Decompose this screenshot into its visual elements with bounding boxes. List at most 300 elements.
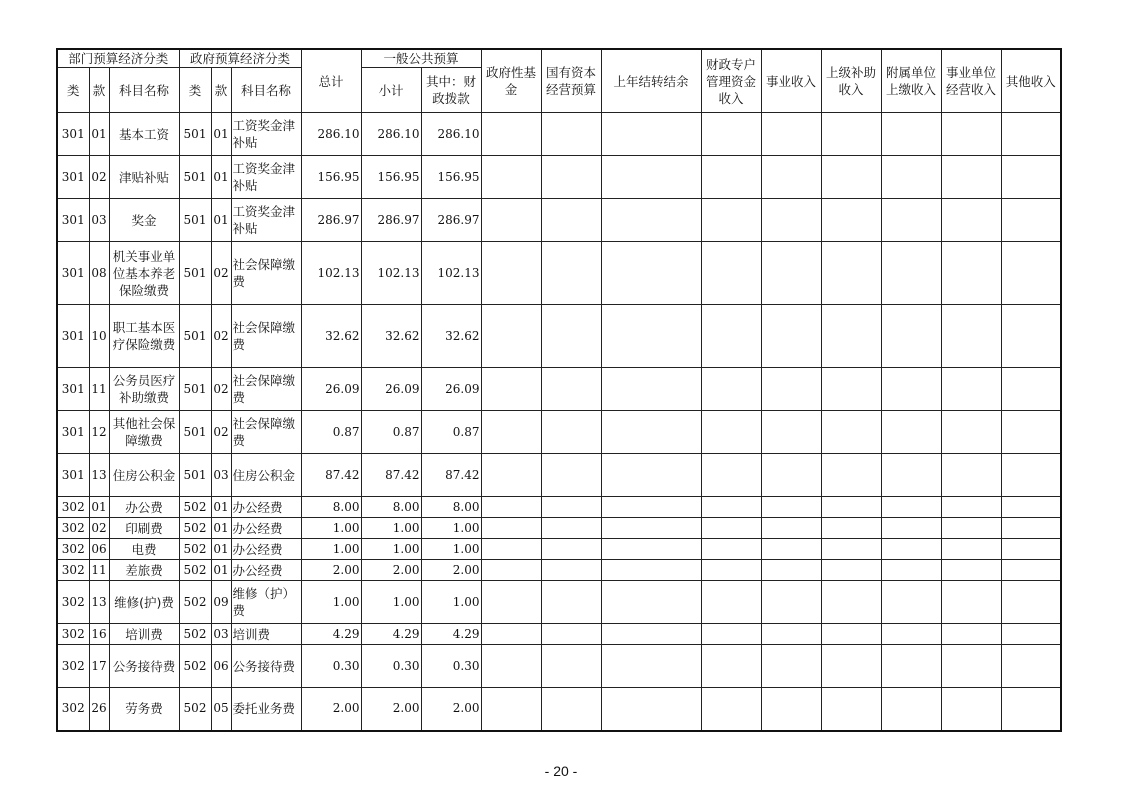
empty-cell — [1001, 539, 1061, 560]
gov-item-name: 工资奖金津补贴 — [231, 156, 301, 199]
empty-cell — [1001, 305, 1061, 368]
fiscal-cell: 2.00 — [421, 688, 481, 731]
empty-cell — [1001, 454, 1061, 497]
empty-cell — [1001, 624, 1061, 645]
header-of-which-fiscal: 其中：财政拨款 — [421, 68, 481, 113]
empty-cell — [701, 539, 761, 560]
header-subtotal: 小计 — [361, 68, 421, 113]
dept-kuan: 08 — [89, 242, 109, 305]
empty-cell — [701, 581, 761, 624]
empty-cell — [941, 645, 1001, 688]
dept-lei: 302 — [57, 581, 89, 624]
header-business-operation: 事业单位经营收入 — [941, 49, 1001, 113]
empty-cell — [541, 156, 601, 199]
empty-cell — [941, 560, 1001, 581]
empty-cell — [941, 368, 1001, 411]
empty-cell — [481, 560, 541, 581]
gov-kuan: 01 — [211, 113, 231, 156]
empty-cell — [481, 497, 541, 518]
table-row — [57, 560, 1061, 581]
empty-cell — [601, 624, 701, 645]
empty-cell — [761, 454, 821, 497]
empty-cell — [541, 560, 601, 581]
gov-item-name: 维修（护）费 — [231, 581, 301, 624]
empty-cell — [1001, 518, 1061, 539]
empty-cell — [821, 518, 881, 539]
dept-lei: 301 — [57, 411, 89, 454]
empty-cell — [601, 497, 701, 518]
empty-cell — [881, 156, 941, 199]
empty-cell — [1001, 560, 1061, 581]
empty-cell — [541, 497, 601, 518]
subtotal-cell: 1.00 — [361, 581, 421, 624]
gov-kuan: 05 — [211, 688, 231, 731]
dept-item-name: 办公费 — [109, 497, 179, 518]
empty-cell — [1001, 199, 1061, 242]
empty-cell — [761, 645, 821, 688]
gov-item-name: 社会保障缴费 — [231, 242, 301, 305]
gov-lei: 501 — [179, 411, 211, 454]
subtotal-cell: 0.87 — [361, 411, 421, 454]
empty-cell — [761, 688, 821, 731]
dept-kuan: 01 — [89, 113, 109, 156]
empty-cell — [701, 688, 761, 731]
dept-kuan: 06 — [89, 539, 109, 560]
gov-lei: 501 — [179, 156, 211, 199]
gov-item-name: 办公经费 — [231, 518, 301, 539]
fiscal-cell: 2.00 — [421, 560, 481, 581]
gov-item-name: 住房公积金 — [231, 454, 301, 497]
subtotal-cell: 32.62 — [361, 305, 421, 368]
dept-lei: 302 — [57, 624, 89, 645]
empty-cell — [601, 242, 701, 305]
fiscal-cell: 0.87 — [421, 411, 481, 454]
gov-lei: 502 — [179, 518, 211, 539]
empty-cell — [761, 368, 821, 411]
empty-cell — [481, 688, 541, 731]
gov-kuan: 06 — [211, 645, 231, 688]
fiscal-cell: 8.00 — [421, 497, 481, 518]
empty-cell — [941, 156, 1001, 199]
table-row — [57, 688, 1061, 731]
empty-cell — [1001, 688, 1061, 731]
header-gov-kuan: 款 — [211, 68, 231, 113]
gov-lei: 501 — [179, 199, 211, 242]
empty-cell — [761, 518, 821, 539]
dept-kuan: 11 — [89, 368, 109, 411]
gov-lei: 502 — [179, 539, 211, 560]
gov-item-name: 委托业务费 — [231, 688, 301, 731]
empty-cell — [881, 242, 941, 305]
empty-cell — [1001, 581, 1061, 624]
dept-item-name: 职工基本医疗保险缴费 — [109, 305, 179, 368]
subtotal-cell: 2.00 — [361, 560, 421, 581]
total-cell: 32.62 — [301, 305, 361, 368]
empty-cell — [761, 242, 821, 305]
subtotal-cell: 8.00 — [361, 497, 421, 518]
empty-cell — [481, 454, 541, 497]
empty-cell — [541, 411, 601, 454]
empty-cell — [761, 113, 821, 156]
total-cell: 1.00 — [301, 581, 361, 624]
empty-cell — [601, 560, 701, 581]
gov-lei: 501 — [179, 454, 211, 497]
header-gov-item-name: 科目名称 — [231, 68, 301, 113]
empty-cell — [1001, 411, 1061, 454]
dept-kuan: 26 — [89, 688, 109, 731]
empty-cell — [941, 539, 1001, 560]
empty-cell — [881, 454, 941, 497]
empty-cell — [481, 305, 541, 368]
empty-cell — [941, 518, 1001, 539]
gov-item-name: 工资奖金津补贴 — [231, 199, 301, 242]
dept-lei: 301 — [57, 368, 89, 411]
fiscal-cell: 0.30 — [421, 645, 481, 688]
dept-lei: 301 — [57, 242, 89, 305]
dept-lei: 302 — [57, 688, 89, 731]
empty-cell — [701, 560, 761, 581]
empty-cell — [881, 560, 941, 581]
empty-cell — [821, 497, 881, 518]
empty-cell — [701, 305, 761, 368]
empty-cell — [881, 113, 941, 156]
empty-cell — [881, 411, 941, 454]
empty-cell — [601, 156, 701, 199]
empty-cell — [1001, 242, 1061, 305]
empty-cell — [761, 560, 821, 581]
table-header — [57, 49, 1061, 113]
dept-item-name: 公务员医疗补助缴费 — [109, 368, 179, 411]
empty-cell — [941, 242, 1001, 305]
gov-lei: 501 — [179, 242, 211, 305]
subtotal-cell: 1.00 — [361, 518, 421, 539]
fiscal-cell: 32.62 — [421, 305, 481, 368]
empty-cell — [821, 624, 881, 645]
dept-item-name: 奖金 — [109, 199, 179, 242]
fiscal-cell: 156.95 — [421, 156, 481, 199]
empty-cell — [881, 688, 941, 731]
dept-kuan: 13 — [89, 454, 109, 497]
dept-lei: 301 — [57, 156, 89, 199]
empty-cell — [941, 688, 1001, 731]
empty-cell — [821, 688, 881, 731]
empty-cell — [941, 305, 1001, 368]
empty-cell — [941, 411, 1001, 454]
gov-item-name: 办公经费 — [231, 539, 301, 560]
header-gov-class: 政府预算经济分类 — [179, 49, 301, 68]
gov-item-name: 工资奖金津补贴 — [231, 113, 301, 156]
dept-kuan: 16 — [89, 624, 109, 645]
gov-kuan: 01 — [211, 560, 231, 581]
gov-kuan: 01 — [211, 518, 231, 539]
total-cell: 0.87 — [301, 411, 361, 454]
subtotal-cell: 286.97 — [361, 199, 421, 242]
empty-cell — [761, 539, 821, 560]
empty-cell — [821, 156, 881, 199]
table-row — [57, 454, 1061, 497]
table-row — [57, 581, 1061, 624]
dept-kuan: 17 — [89, 645, 109, 688]
gov-kuan: 02 — [211, 242, 231, 305]
subtotal-cell: 26.09 — [361, 368, 421, 411]
dept-item-name: 基本工资 — [109, 113, 179, 156]
dept-lei: 302 — [57, 539, 89, 560]
table-row — [57, 624, 1061, 645]
empty-cell — [601, 539, 701, 560]
empty-cell — [601, 305, 701, 368]
gov-item-name: 办公经费 — [231, 497, 301, 518]
table-row — [57, 305, 1061, 368]
dept-lei: 301 — [57, 305, 89, 368]
empty-cell — [601, 411, 701, 454]
empty-cell — [701, 497, 761, 518]
empty-cell — [821, 454, 881, 497]
dept-item-name: 维修(护)费 — [109, 581, 179, 624]
empty-cell — [481, 539, 541, 560]
header-lei: 类 — [57, 68, 89, 113]
total-cell: 156.95 — [301, 156, 361, 199]
gov-item-name: 社会保障缴费 — [231, 411, 301, 454]
dept-kuan: 02 — [89, 518, 109, 539]
dept-item-name: 印刷费 — [109, 518, 179, 539]
gov-kuan: 02 — [211, 411, 231, 454]
empty-cell — [541, 645, 601, 688]
table-row — [57, 242, 1061, 305]
fiscal-cell: 26.09 — [421, 368, 481, 411]
total-cell: 286.97 — [301, 199, 361, 242]
empty-cell — [821, 560, 881, 581]
total-cell: 4.29 — [301, 624, 361, 645]
empty-cell — [701, 368, 761, 411]
empty-cell — [481, 624, 541, 645]
empty-cell — [481, 411, 541, 454]
empty-cell — [821, 581, 881, 624]
gov-kuan: 01 — [211, 199, 231, 242]
table-row — [57, 199, 1061, 242]
gov-kuan: 09 — [211, 581, 231, 624]
empty-cell — [601, 645, 701, 688]
empty-cell — [881, 305, 941, 368]
dept-item-name: 培训费 — [109, 624, 179, 645]
gov-lei: 501 — [179, 368, 211, 411]
gov-kuan: 03 — [211, 624, 231, 645]
empty-cell — [481, 368, 541, 411]
total-cell: 2.00 — [301, 688, 361, 731]
empty-cell — [941, 454, 1001, 497]
table-row — [57, 113, 1061, 156]
total-cell: 26.09 — [301, 368, 361, 411]
header-dept-class: 部门预算经济分类 — [57, 49, 179, 68]
header-total: 总计 — [301, 49, 361, 113]
header-gov-fund: 政府性基金 — [481, 49, 541, 113]
fiscal-cell: 1.00 — [421, 539, 481, 560]
empty-cell — [881, 539, 941, 560]
total-cell: 87.42 — [301, 454, 361, 497]
header-general-budget: 一般公共预算 — [361, 49, 481, 68]
empty-cell — [601, 199, 701, 242]
empty-cell — [481, 242, 541, 305]
dept-kuan: 11 — [89, 560, 109, 581]
subtotal-cell: 1.00 — [361, 539, 421, 560]
empty-cell — [821, 305, 881, 368]
subtotal-cell: 286.10 — [361, 113, 421, 156]
gov-kuan: 02 — [211, 368, 231, 411]
gov-kuan: 01 — [211, 539, 231, 560]
dept-item-name: 差旅费 — [109, 560, 179, 581]
empty-cell — [761, 199, 821, 242]
empty-cell — [761, 497, 821, 518]
empty-cell — [761, 305, 821, 368]
dept-kuan: 03 — [89, 199, 109, 242]
subtotal-cell: 2.00 — [361, 688, 421, 731]
empty-cell — [941, 497, 1001, 518]
empty-cell — [541, 624, 601, 645]
table-row — [57, 497, 1061, 518]
gov-lei: 501 — [179, 113, 211, 156]
fiscal-cell: 102.13 — [421, 242, 481, 305]
header-superior-subsidy: 上级补助收入 — [821, 49, 881, 113]
empty-cell — [541, 199, 601, 242]
dept-kuan: 10 — [89, 305, 109, 368]
gov-kuan: 03 — [211, 454, 231, 497]
gov-kuan: 01 — [211, 156, 231, 199]
dept-item-name: 住房公积金 — [109, 454, 179, 497]
empty-cell — [881, 581, 941, 624]
empty-cell — [541, 518, 601, 539]
dept-lei: 302 — [57, 645, 89, 688]
empty-cell — [601, 581, 701, 624]
empty-cell — [541, 454, 601, 497]
empty-cell — [541, 368, 601, 411]
empty-cell — [541, 242, 601, 305]
gov-item-name: 社会保障缴费 — [231, 305, 301, 368]
empty-cell — [881, 518, 941, 539]
empty-cell — [701, 454, 761, 497]
empty-cell — [541, 113, 601, 156]
empty-cell — [821, 242, 881, 305]
header-state-capital: 国有资本经营预算 — [541, 49, 601, 113]
table-row — [57, 156, 1061, 199]
total-cell: 8.00 — [301, 497, 361, 518]
empty-cell — [941, 199, 1001, 242]
header-kuan: 款 — [89, 68, 109, 113]
fiscal-cell: 1.00 — [421, 581, 481, 624]
fiscal-cell: 286.97 — [421, 199, 481, 242]
empty-cell — [1001, 497, 1061, 518]
gov-lei: 502 — [179, 688, 211, 731]
empty-cell — [821, 645, 881, 688]
dept-item-name: 津贴补贴 — [109, 156, 179, 199]
empty-cell — [541, 688, 601, 731]
table-body — [57, 113, 1061, 731]
empty-cell — [481, 518, 541, 539]
dept-lei: 301 — [57, 454, 89, 497]
gov-lei: 502 — [179, 645, 211, 688]
empty-cell — [481, 156, 541, 199]
empty-cell — [601, 368, 701, 411]
empty-cell — [941, 624, 1001, 645]
dept-item-name: 其他社会保障缴费 — [109, 411, 179, 454]
empty-cell — [941, 113, 1001, 156]
gov-kuan: 02 — [211, 305, 231, 368]
dept-lei: 302 — [57, 497, 89, 518]
gov-item-name: 社会保障缴费 — [231, 368, 301, 411]
empty-cell — [701, 242, 761, 305]
empty-cell — [701, 518, 761, 539]
empty-cell — [481, 581, 541, 624]
dept-lei: 302 — [57, 518, 89, 539]
total-cell: 286.10 — [301, 113, 361, 156]
dept-kuan: 12 — [89, 411, 109, 454]
header-special-fund: 财政专户管理资金收入 — [701, 49, 761, 113]
dept-item-name: 机关事业单位基本养老保险缴费 — [109, 242, 179, 305]
empty-cell — [821, 199, 881, 242]
table-row — [57, 368, 1061, 411]
page-number: - 20 - — [544, 763, 578, 779]
subtotal-cell: 156.95 — [361, 156, 421, 199]
empty-cell — [541, 581, 601, 624]
empty-cell — [701, 156, 761, 199]
table-row — [57, 539, 1061, 560]
dept-item-name: 电费 — [109, 539, 179, 560]
dept-kuan: 02 — [89, 156, 109, 199]
empty-cell — [761, 411, 821, 454]
empty-cell — [821, 368, 881, 411]
empty-cell — [881, 624, 941, 645]
empty-cell — [761, 581, 821, 624]
empty-cell — [1001, 368, 1061, 411]
total-cell: 2.00 — [301, 560, 361, 581]
empty-cell — [881, 368, 941, 411]
empty-cell — [701, 199, 761, 242]
header-other-income: 其他收入 — [1001, 49, 1061, 113]
empty-cell — [881, 645, 941, 688]
empty-cell — [701, 624, 761, 645]
header-gov-lei: 类 — [179, 68, 211, 113]
empty-cell — [1001, 645, 1061, 688]
dept-kuan: 01 — [89, 497, 109, 518]
dept-lei: 302 — [57, 560, 89, 581]
header-carryover: 上年结转结余 — [601, 49, 701, 113]
subtotal-cell: 4.29 — [361, 624, 421, 645]
fiscal-cell: 87.42 — [421, 454, 481, 497]
dept-item-name: 劳务费 — [109, 688, 179, 731]
gov-item-name: 公务接待费 — [231, 645, 301, 688]
dept-kuan: 13 — [89, 581, 109, 624]
fiscal-cell: 286.10 — [421, 113, 481, 156]
header-business-income: 事业收入 — [761, 49, 821, 113]
empty-cell — [1001, 156, 1061, 199]
empty-cell — [821, 539, 881, 560]
empty-cell — [881, 497, 941, 518]
empty-cell — [821, 411, 881, 454]
gov-item-name: 办公经费 — [231, 560, 301, 581]
gov-item-name: 培训费 — [231, 624, 301, 645]
empty-cell — [761, 156, 821, 199]
fiscal-cell: 1.00 — [421, 518, 481, 539]
empty-cell — [701, 411, 761, 454]
empty-cell — [941, 581, 1001, 624]
subtotal-cell: 102.13 — [361, 242, 421, 305]
total-cell: 1.00 — [301, 518, 361, 539]
gov-lei: 502 — [179, 560, 211, 581]
total-cell: 0.30 — [301, 645, 361, 688]
empty-cell — [541, 305, 601, 368]
dept-lei: 301 — [57, 199, 89, 242]
subtotal-cell: 87.42 — [361, 454, 421, 497]
header-affiliated-income: 附属单位上缴收入 — [881, 49, 941, 113]
empty-cell — [1001, 113, 1061, 156]
